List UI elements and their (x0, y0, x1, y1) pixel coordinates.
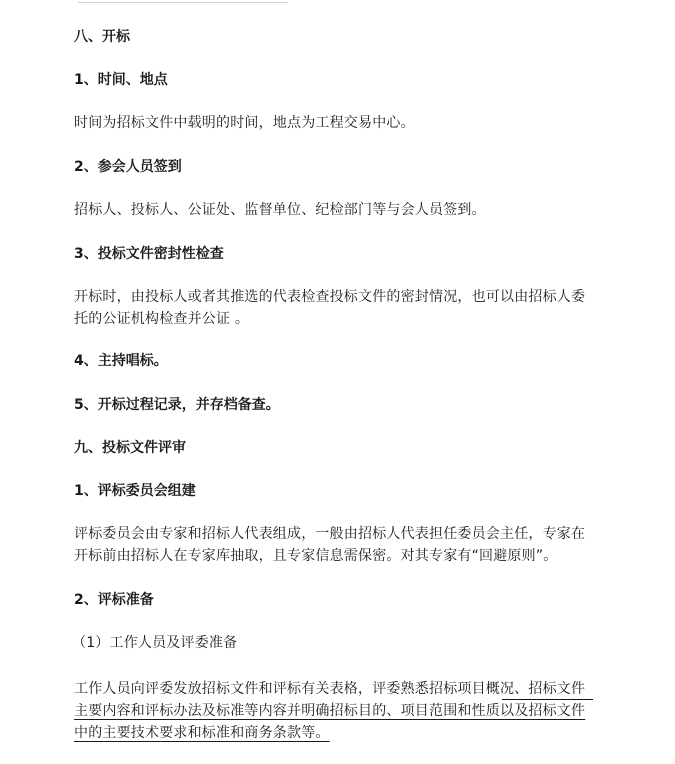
item-9-1-body-line-2: 开标前由招标人在专家库抽取，且专家信息需保密。对其专家有“回避原则”。 (74, 548, 558, 564)
item-9-1-heading: 1、评标委员会组建 (74, 483, 196, 499)
underline-segment-1 (502, 699, 593, 700)
item-9-2-body-line-2: 主要内容和评标办法及标准等内容并明确招标目的、项目范围和性质以及招标文件 (74, 703, 586, 719)
item-8-1-body: 时间为招标文件中载明的时间，地点为工程交易中心。 (74, 115, 415, 131)
item-8-5-heading: 5、开标过程记录，并存档备查。 (74, 397, 280, 413)
item-9-2-subheading: （1）工作人员及评委准备 (72, 635, 238, 651)
item-8-3-heading: 3、投标文件密封性检查 (74, 246, 224, 262)
item-8-2-heading: 2、参会人员签到 (74, 159, 182, 175)
section-8-heading: 八、开标 (74, 29, 130, 45)
cropped-previous-line (78, 0, 288, 3)
item-8-3-body-line-2: 托的公证机构检查并公证 。 (74, 311, 250, 327)
item-9-2-body-line-1: 工作人员向评委发放招标文件和评标有关表格，评委熟悉招标项目概况、招标文件 (74, 681, 586, 697)
section-9-heading: 九、投标文件评审 (74, 440, 186, 456)
item-9-2-heading: 2、评标准备 (74, 592, 154, 608)
item-8-1-heading: 1、时间、地点 (74, 72, 168, 88)
item-8-3-body-line-1: 开标时，由投标人或者其推选的代表检查投标文件的密封情况，也可以由招标人委 (74, 289, 586, 305)
item-9-2-body-line-3: 中的主要技术要求和标准和商务条款等。 (74, 725, 330, 741)
item-9-1-body-line-1: 评标委员会由专家和招标人代表组成，一般由招标人代表担任委员会主任，专家在 (74, 526, 586, 542)
item-8-4-heading: 4、主持唱标。 (74, 353, 168, 369)
item-8-2-body: 招标人、投标人、公证处、监督单位、纪检部门等与会人员签到。 (74, 202, 486, 218)
